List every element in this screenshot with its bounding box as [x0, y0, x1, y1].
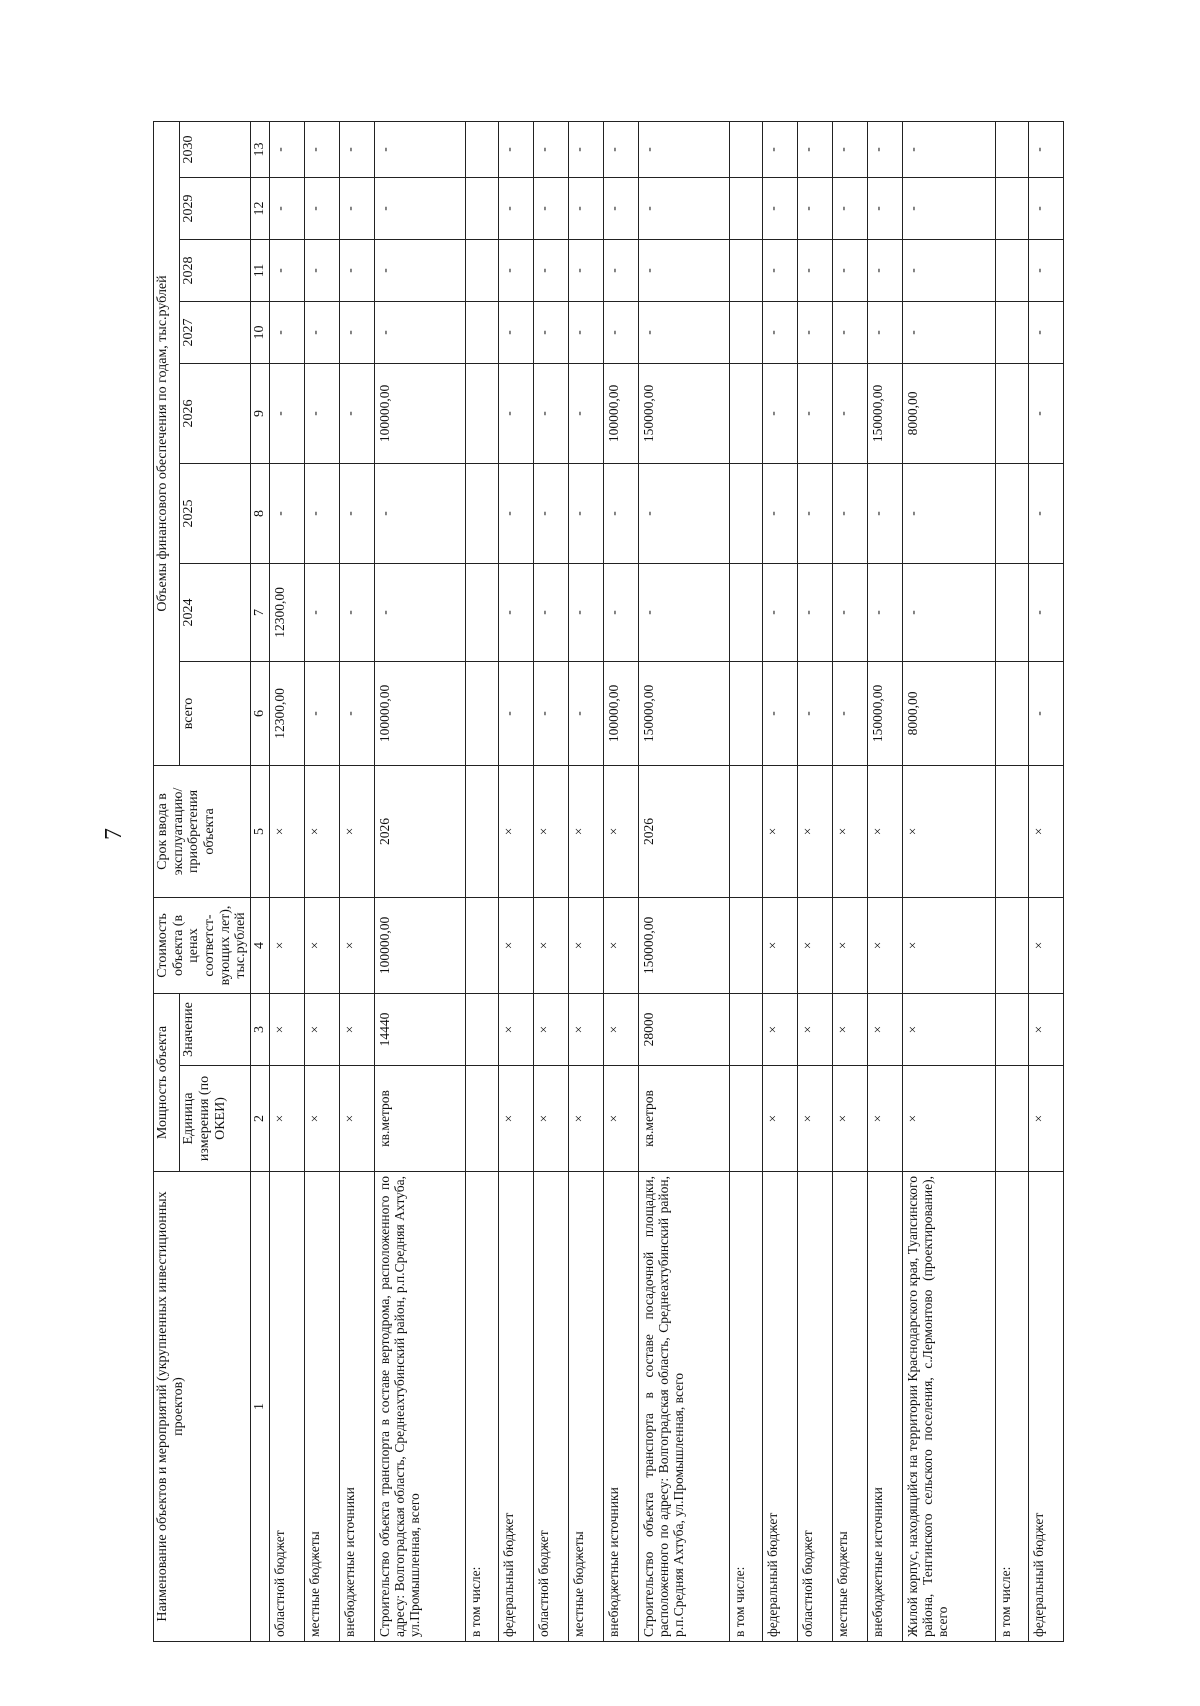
row-value-cell: × — [797, 993, 832, 1065]
row-value-cell: × — [533, 993, 568, 1065]
row-value-cell: - — [1028, 177, 1063, 239]
row-value-cell — [465, 993, 498, 1065]
row-value-cell: 100000,00 — [374, 661, 465, 765]
column-number: 6 — [251, 661, 270, 765]
row-value-cell: - — [762, 563, 797, 661]
header-capacity-group: Мощность объекта — [154, 993, 180, 1171]
row-value-cell: - — [1028, 121, 1063, 177]
row-value-cell: 2026 — [638, 765, 729, 897]
row-value-cell: - — [638, 177, 729, 239]
row-value-cell: - — [1028, 661, 1063, 765]
row-value-cell — [729, 563, 762, 661]
row-value-cell: - — [762, 463, 797, 563]
row-value-cell: × — [304, 1066, 339, 1172]
row-name-cell: в том числе: — [995, 1172, 1028, 1642]
row-value-cell — [729, 765, 762, 897]
row-value-cell: - — [797, 239, 832, 301]
row-value-cell: - — [304, 177, 339, 239]
row-value-cell: - — [797, 463, 832, 563]
row-value-cell: - — [638, 301, 729, 363]
row-value-cell: кв.метров — [374, 1066, 465, 1172]
row-value-cell — [995, 301, 1028, 363]
row-value-cell — [465, 463, 498, 563]
row-value-cell: × — [568, 993, 603, 1065]
table-row — [498, 121, 533, 1641]
row-value-cell: 100000,00 — [374, 897, 465, 993]
row-value-cell: - — [304, 239, 339, 301]
row-value-cell: - — [568, 661, 603, 765]
table-row — [832, 121, 867, 1641]
header-value: Значение — [180, 993, 251, 1065]
row-value-cell: × — [832, 993, 867, 1065]
row-value-cell: - — [269, 363, 304, 463]
row-value-cell: × — [762, 993, 797, 1065]
header-year: 2026 — [180, 363, 251, 463]
table-row — [374, 121, 465, 1641]
row-name-cell: местные бюджеты — [568, 1172, 603, 1642]
row-value-cell: - — [1028, 301, 1063, 363]
row-value-cell: - — [304, 301, 339, 363]
row-value-cell: 14440 — [374, 993, 465, 1065]
row-value-cell: - — [638, 121, 729, 177]
row-value-cell: - — [638, 239, 729, 301]
table-row — [902, 121, 995, 1641]
row-value-cell: - — [1028, 563, 1063, 661]
row-value-cell: × — [533, 1066, 568, 1172]
row-value-cell: 8000,00 — [902, 363, 995, 463]
row-name-cell: внебюджетные источники — [603, 1172, 638, 1642]
row-value-cell: - — [603, 121, 638, 177]
row-value-cell: - — [339, 563, 374, 661]
row-value-cell: - — [832, 463, 867, 563]
row-value-cell: - — [304, 563, 339, 661]
row-value-cell: - — [269, 177, 304, 239]
header-unit: Единица измерения (по ОКЕИ) — [180, 1066, 251, 1172]
row-name-cell: областной бюджет — [269, 1172, 304, 1642]
row-name-cell: внебюджетные источники — [867, 1172, 902, 1642]
column-number: 10 — [251, 301, 270, 363]
row-value-cell — [465, 1066, 498, 1172]
row-value-cell: - — [832, 177, 867, 239]
table-body — [269, 121, 1063, 1641]
header-total: всего — [180, 661, 251, 765]
row-value-cell: 12300,00 — [269, 661, 304, 765]
row-value-cell — [729, 363, 762, 463]
row-value-cell: - — [797, 563, 832, 661]
row-value-cell: × — [603, 897, 638, 993]
column-number: 8 — [251, 463, 270, 563]
row-value-cell: - — [568, 563, 603, 661]
row-value-cell: - — [1028, 463, 1063, 563]
row-value-cell: × — [568, 765, 603, 897]
table-row — [638, 121, 729, 1641]
column-number: 13 — [251, 121, 270, 177]
row-value-cell: - — [603, 239, 638, 301]
row-value-cell: - — [498, 563, 533, 661]
header-year: 2025 — [180, 463, 251, 563]
row-value-cell: - — [339, 363, 374, 463]
row-name-cell: Строительство объекта транспорта в составе посадочной площадки, расположенного по адресу: Волгоградская область, Среднеахтубинский район, р.п.Средняя Ахтуба, ул.Промышленная, всего — [638, 1172, 729, 1642]
row-value-cell: 100000,00 — [374, 363, 465, 463]
row-value-cell: - — [498, 463, 533, 563]
row-value-cell: × — [533, 765, 568, 897]
row-value-cell: × — [269, 1066, 304, 1172]
row-value-cell: × — [902, 897, 995, 993]
row-value-cell: - — [797, 301, 832, 363]
row-value-cell: - — [762, 239, 797, 301]
row-value-cell: - — [533, 463, 568, 563]
row-value-cell — [729, 1066, 762, 1172]
row-value-cell: × — [1028, 1066, 1063, 1172]
row-value-cell: × — [902, 765, 995, 897]
row-value-cell — [465, 563, 498, 661]
table-row — [339, 121, 374, 1641]
row-value-cell: - — [498, 121, 533, 177]
table-row — [762, 121, 797, 1641]
table-row — [269, 121, 304, 1641]
row-value-cell: - — [568, 177, 603, 239]
row-value-cell: × — [304, 765, 339, 897]
row-value-cell: - — [269, 239, 304, 301]
row-name-cell: Строительство объекта транспорта в составе вертодрома, расположенного по адресу: Волгоградская область, Среднеахтубинский район, р.п.Средняя Ахтуба, ул.Промышленная, всего — [374, 1172, 465, 1642]
row-value-cell — [465, 661, 498, 765]
row-value-cell — [729, 463, 762, 563]
row-value-cell: × — [339, 897, 374, 993]
row-name-cell: федеральный бюджет — [1028, 1172, 1063, 1642]
row-value-cell: - — [568, 301, 603, 363]
header-year: 2030 — [180, 121, 251, 177]
row-value-cell: - — [374, 563, 465, 661]
row-value-cell: - — [902, 121, 995, 177]
row-value-cell — [995, 1066, 1028, 1172]
row-value-cell — [995, 363, 1028, 463]
row-value-cell: - — [498, 301, 533, 363]
row-value-cell: - — [902, 463, 995, 563]
row-value-cell: - — [762, 301, 797, 363]
table-row — [867, 121, 902, 1641]
row-value-cell: - — [533, 363, 568, 463]
row-value-cell: - — [533, 661, 568, 765]
row-value-cell: - — [762, 177, 797, 239]
row-value-cell: × — [902, 993, 995, 1065]
row-value-cell: × — [867, 765, 902, 897]
column-number: 12 — [251, 177, 270, 239]
row-value-cell: - — [374, 301, 465, 363]
row-value-cell: 150000,00 — [638, 661, 729, 765]
column-number: 3 — [251, 993, 270, 1065]
row-value-cell: кв.метров — [638, 1066, 729, 1172]
row-value-cell: - — [568, 363, 603, 463]
column-number: 9 — [251, 363, 270, 463]
row-value-cell: - — [902, 563, 995, 661]
row-value-cell: - — [533, 301, 568, 363]
row-value-cell: × — [304, 897, 339, 993]
header-funding-group: Объемы финансового обеспечения по годам, тыс.рублей — [154, 121, 180, 765]
row-value-cell: - — [603, 177, 638, 239]
row-value-cell: × — [498, 897, 533, 993]
row-value-cell — [729, 993, 762, 1065]
row-value-cell: - — [374, 463, 465, 563]
column-number: 2 — [251, 1066, 270, 1172]
row-value-cell — [729, 301, 762, 363]
row-value-cell: × — [832, 765, 867, 897]
row-name-cell: в том числе: — [729, 1172, 762, 1642]
row-value-cell: - — [339, 661, 374, 765]
row-name-cell: местные бюджеты — [832, 1172, 867, 1642]
header-cost: Стоимость объекта (в ценах соответст-вующих лет), тыс.рублей — [154, 897, 251, 993]
row-value-cell — [995, 463, 1028, 563]
row-value-cell: × — [304, 993, 339, 1065]
table-row — [465, 121, 498, 1641]
row-value-cell: - — [269, 463, 304, 563]
row-value-cell: 150000,00 — [867, 661, 902, 765]
row-name-cell: федеральный бюджет — [762, 1172, 797, 1642]
row-name-cell: областной бюджет — [797, 1172, 832, 1642]
row-value-cell: - — [1028, 363, 1063, 463]
row-value-cell — [995, 177, 1028, 239]
header-year: 2027 — [180, 301, 251, 363]
column-number: 11 — [251, 239, 270, 301]
row-name-cell: местные бюджеты — [304, 1172, 339, 1642]
rotated-table-container — [153, 122, 1113, 1642]
row-value-cell: × — [498, 1066, 533, 1172]
row-value-cell: × — [269, 897, 304, 993]
row-value-cell — [465, 121, 498, 177]
row-value-cell: - — [832, 363, 867, 463]
row-value-cell — [995, 993, 1028, 1065]
row-value-cell: - — [374, 239, 465, 301]
row-value-cell: × — [568, 897, 603, 993]
row-value-cell — [995, 239, 1028, 301]
row-value-cell: - — [339, 463, 374, 563]
row-value-cell — [465, 301, 498, 363]
row-value-cell: - — [867, 239, 902, 301]
row-value-cell — [995, 897, 1028, 993]
row-value-cell: - — [498, 661, 533, 765]
row-value-cell: - — [339, 121, 374, 177]
row-value-cell: × — [902, 1066, 995, 1172]
row-value-cell: - — [902, 301, 995, 363]
row-value-cell: - — [902, 239, 995, 301]
row-value-cell: × — [339, 993, 374, 1065]
row-value-cell: - — [304, 363, 339, 463]
row-value-cell: - — [269, 121, 304, 177]
row-value-cell: - — [797, 661, 832, 765]
row-value-cell: × — [603, 1066, 638, 1172]
row-value-cell: × — [762, 1066, 797, 1172]
row-value-cell: - — [762, 661, 797, 765]
row-value-cell — [729, 121, 762, 177]
row-value-cell: - — [867, 121, 902, 177]
row-value-cell: 150000,00 — [638, 363, 729, 463]
row-value-cell — [729, 239, 762, 301]
column-number: 1 — [251, 1172, 270, 1642]
row-value-cell — [995, 563, 1028, 661]
row-value-cell: - — [568, 239, 603, 301]
row-value-cell: - — [832, 121, 867, 177]
row-value-cell: 8000,00 — [902, 661, 995, 765]
row-value-cell: × — [762, 765, 797, 897]
row-value-cell: - — [498, 363, 533, 463]
table-row — [603, 121, 638, 1641]
row-value-cell: - — [568, 463, 603, 563]
row-value-cell: - — [533, 121, 568, 177]
row-value-cell: - — [797, 121, 832, 177]
row-value-cell: - — [304, 661, 339, 765]
row-value-cell — [465, 765, 498, 897]
row-value-cell — [995, 661, 1028, 765]
row-value-cell: - — [832, 563, 867, 661]
row-value-cell: × — [797, 1066, 832, 1172]
row-value-cell: 100000,00 — [603, 661, 638, 765]
row-value-cell: × — [867, 993, 902, 1065]
row-value-cell: 2026 — [374, 765, 465, 897]
table-row — [304, 121, 339, 1641]
row-value-cell: - — [304, 121, 339, 177]
column-number: 5 — [251, 765, 270, 897]
row-value-cell: × — [339, 1066, 374, 1172]
header-deadline: Срок ввода в эксплуатацию/ приобретения объекта — [154, 765, 251, 897]
row-value-cell — [729, 177, 762, 239]
row-value-cell: - — [762, 363, 797, 463]
header-name-col: Наименование объектов и мероприятий (укрупненных инвестиционных проектов) — [154, 1172, 251, 1642]
row-value-cell: - — [304, 463, 339, 563]
row-value-cell: - — [568, 121, 603, 177]
row-name-cell: Жилой корпус, находящийся на территории Краснодарского края, Туапсинского района, Тенгинского сельского поселения, с.Лермонтово (проектирование), всего — [902, 1172, 995, 1642]
row-value-cell: × — [498, 765, 533, 897]
row-value-cell: × — [867, 1066, 902, 1172]
row-value-cell: - — [339, 301, 374, 363]
table-row — [995, 121, 1028, 1641]
row-value-cell: - — [902, 177, 995, 239]
row-value-cell: - — [603, 301, 638, 363]
page-number: 7 — [101, 828, 127, 840]
row-value-cell: 12300,00 — [269, 563, 304, 661]
row-name-cell: внебюджетные источники — [339, 1172, 374, 1642]
row-value-cell: - — [374, 177, 465, 239]
row-value-cell: × — [797, 765, 832, 897]
row-value-cell: × — [498, 993, 533, 1065]
row-value-cell: × — [603, 993, 638, 1065]
row-value-cell: - — [762, 121, 797, 177]
row-value-cell: × — [269, 993, 304, 1065]
row-value-cell: - — [269, 301, 304, 363]
row-value-cell: - — [867, 463, 902, 563]
row-value-cell: - — [867, 177, 902, 239]
header-year: 2029 — [180, 177, 251, 239]
row-value-cell — [465, 897, 498, 993]
column-number: 7 — [251, 563, 270, 661]
row-value-cell: - — [1028, 239, 1063, 301]
row-value-cell: - — [832, 301, 867, 363]
row-value-cell — [465, 239, 498, 301]
row-value-cell: - — [638, 463, 729, 563]
investment-projects-table — [153, 121, 1064, 1642]
row-value-cell: - — [498, 239, 533, 301]
header-year: 2024 — [180, 563, 251, 661]
row-value-cell: - — [867, 301, 902, 363]
row-value-cell: × — [603, 765, 638, 897]
row-value-cell — [729, 897, 762, 993]
row-value-cell: - — [867, 563, 902, 661]
row-value-cell: - — [797, 363, 832, 463]
row-value-cell: × — [339, 765, 374, 897]
row-value-cell: - — [797, 177, 832, 239]
row-value-cell: - — [603, 463, 638, 563]
row-value-cell: × — [832, 897, 867, 993]
row-value-cell: × — [867, 897, 902, 993]
row-value-cell — [465, 363, 498, 463]
row-value-cell: × — [762, 897, 797, 993]
row-value-cell: - — [603, 563, 638, 661]
row-value-cell: 28000 — [638, 993, 729, 1065]
row-value-cell — [465, 177, 498, 239]
row-name-cell: федеральный бюджет — [498, 1172, 533, 1642]
row-value-cell: × — [1028, 897, 1063, 993]
row-value-cell: - — [533, 563, 568, 661]
row-value-cell: - — [339, 239, 374, 301]
header-year: 2028 — [180, 239, 251, 301]
row-value-cell: - — [533, 239, 568, 301]
row-value-cell: × — [797, 897, 832, 993]
row-value-cell: - — [498, 177, 533, 239]
row-name-cell: областной бюджет — [533, 1172, 568, 1642]
row-value-cell: - — [832, 661, 867, 765]
row-value-cell: - — [339, 177, 374, 239]
table-row — [568, 121, 603, 1641]
table-row — [729, 121, 762, 1641]
row-value-cell: × — [568, 1066, 603, 1172]
row-value-cell: 150000,00 — [867, 363, 902, 463]
table-row — [797, 121, 832, 1641]
row-value-cell: × — [269, 765, 304, 897]
table-row — [1028, 121, 1063, 1641]
row-value-cell: - — [533, 177, 568, 239]
row-value-cell: - — [832, 239, 867, 301]
row-value-cell — [995, 765, 1028, 897]
row-value-cell: - — [374, 121, 465, 177]
row-value-cell: × — [1028, 765, 1063, 897]
row-value-cell: 150000,00 — [638, 897, 729, 993]
column-number: 4 — [251, 897, 270, 993]
row-value-cell: × — [832, 1066, 867, 1172]
row-value-cell: - — [638, 563, 729, 661]
row-value-cell: 100000,00 — [603, 363, 638, 463]
row-value-cell — [995, 121, 1028, 177]
row-value-cell: × — [533, 897, 568, 993]
table-row — [533, 121, 568, 1641]
row-value-cell: × — [1028, 993, 1063, 1065]
row-value-cell — [729, 661, 762, 765]
row-name-cell: в том числе: — [465, 1172, 498, 1642]
